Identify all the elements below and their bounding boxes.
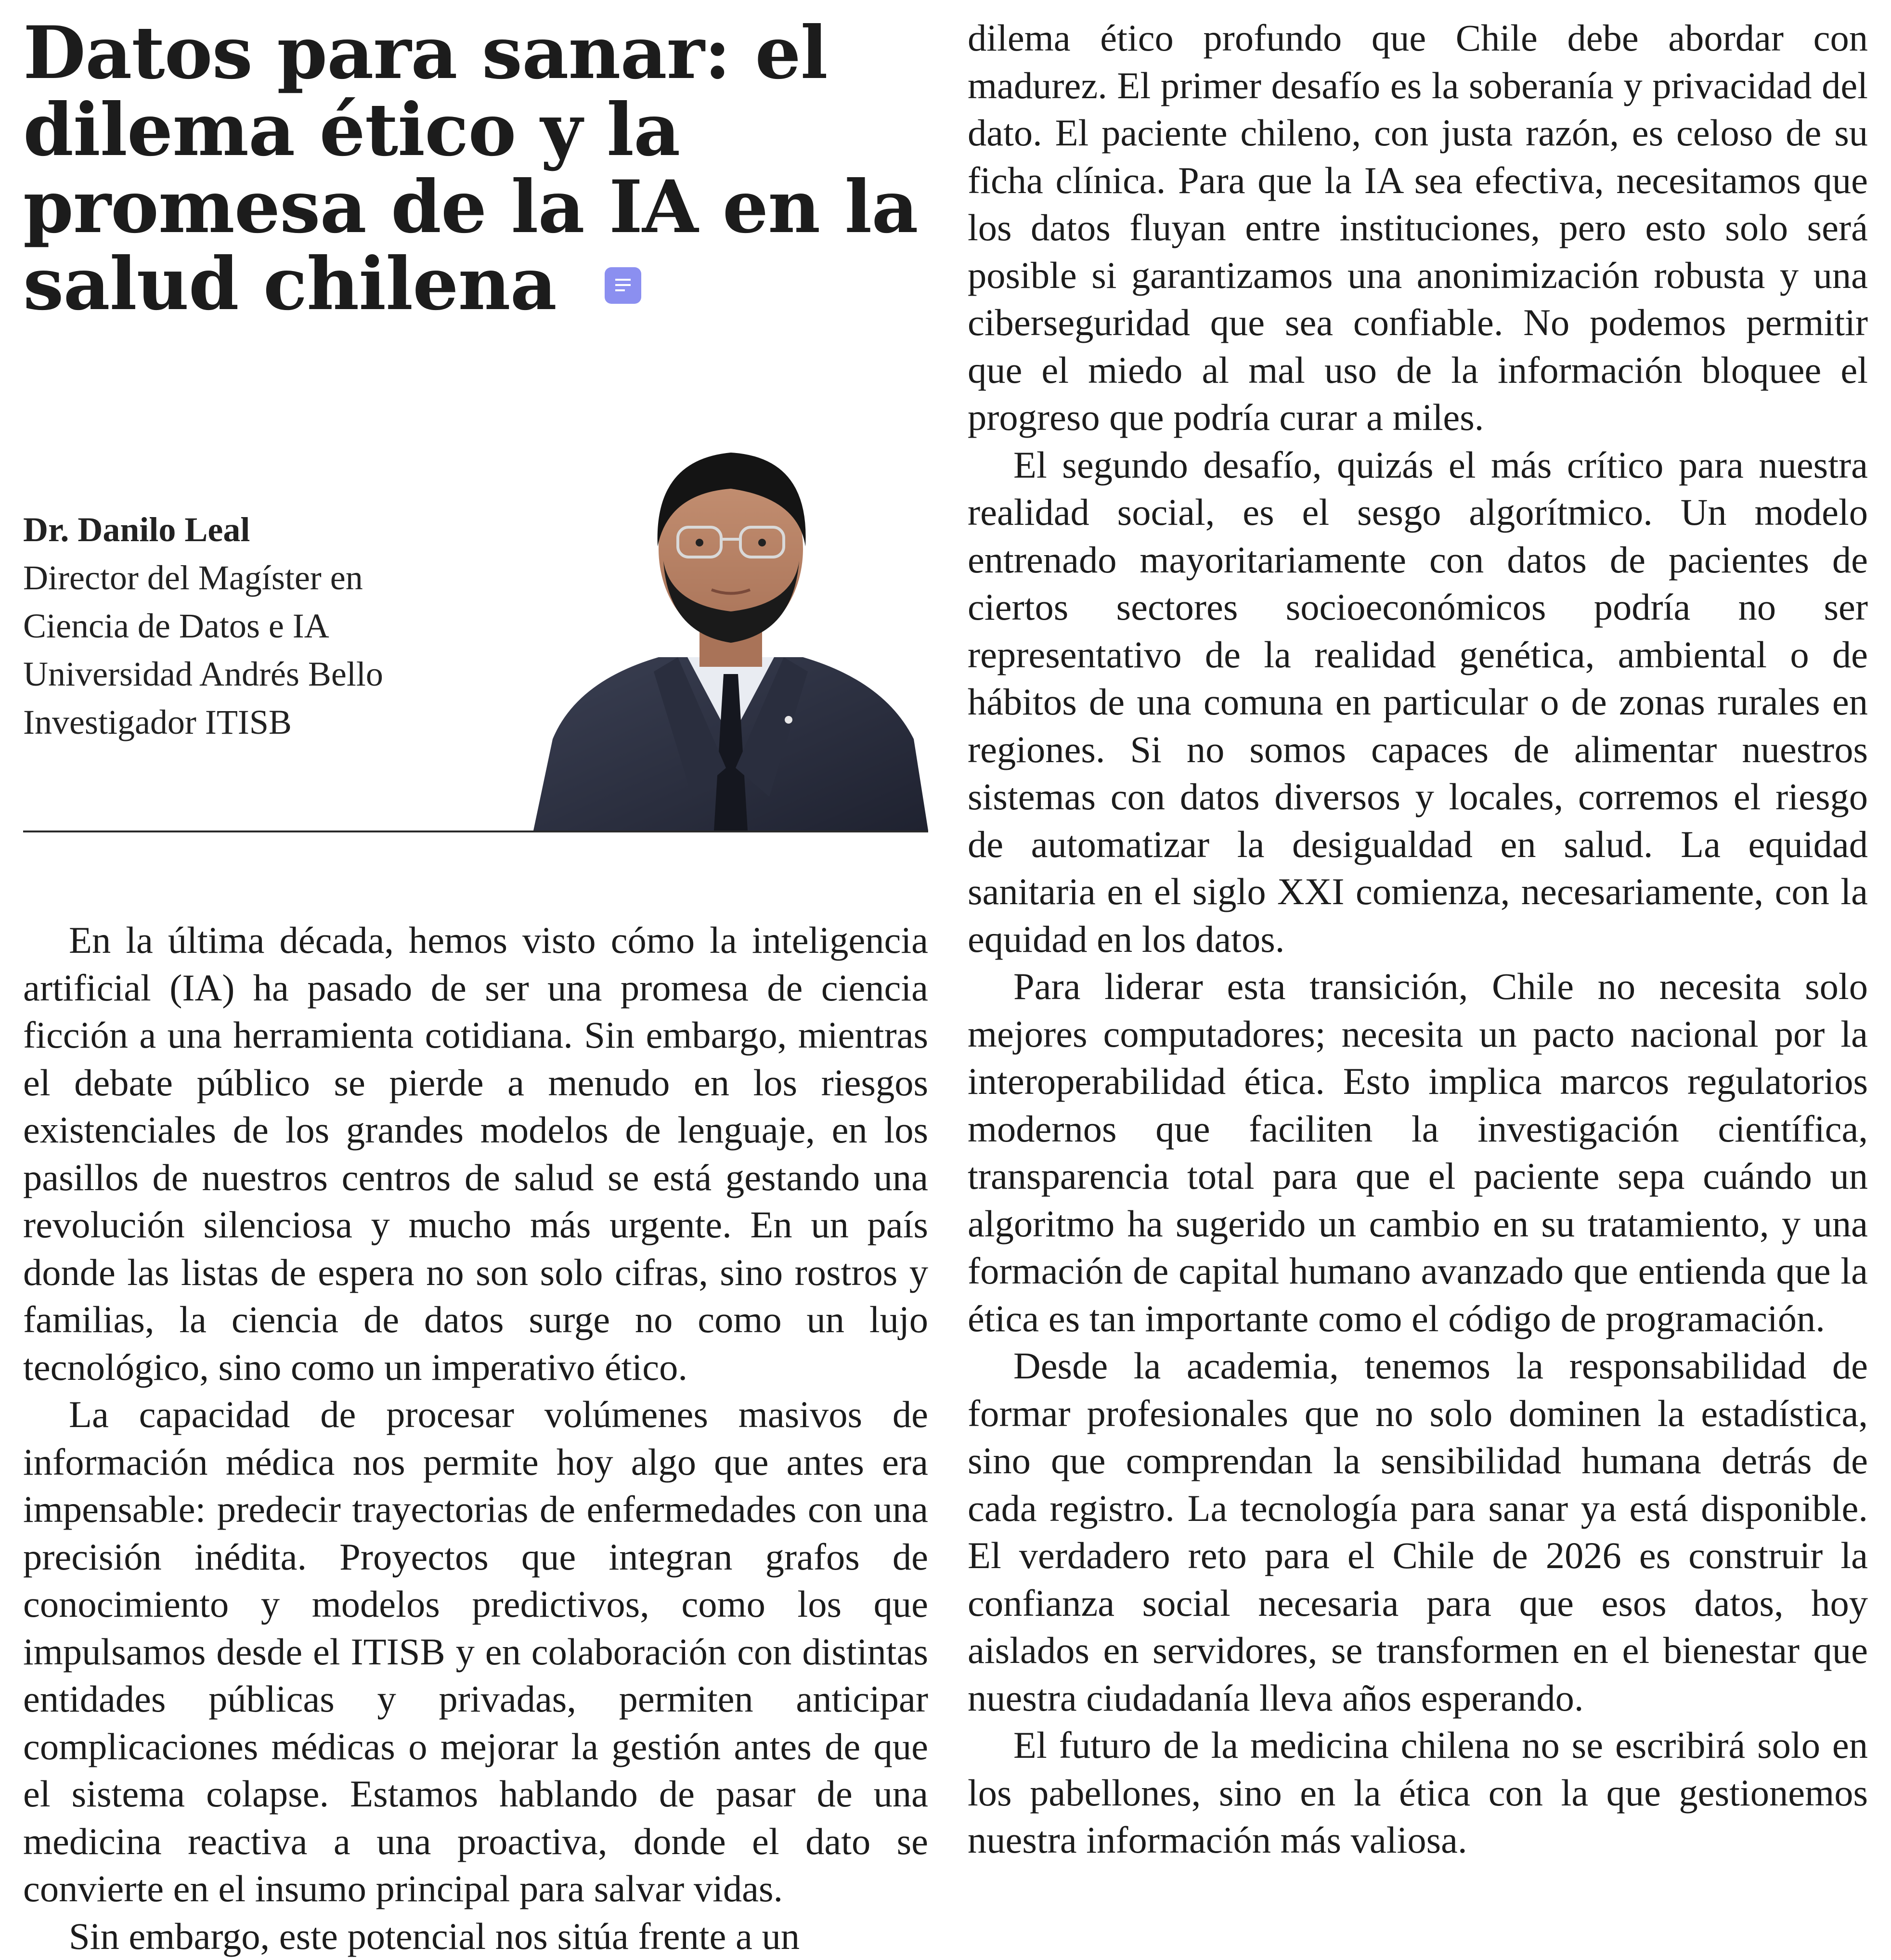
- paragraph-3-continued: dilema ético profundo que Chile debe abordar con madurez. El primer desafío es la soberanía y privacidad del dato. El paciente chileno, con justa razón, es celoso de su ficha clínica. Para que la IA sea efectiva, necesitamos que los datos fluyan entre instituciones, pero esto solo será posible si garantizamos una anonimización robusta y una ciberseguridad que sea confiable. No podemos permitir que el miedo al mal uso de la información bloquee el progreso que podría curar a miles.: [968, 14, 1868, 441]
- body-left: [23, 917, 928, 1960]
- paragraph-3: Sin embargo, este potencial nos sitúa frente a un: [23, 1913, 928, 1960]
- author-info: [23, 506, 383, 746]
- paragraph-6: Desde la academia, tenemos la responsabilidad de formar profesionales que no solo dominen la estadística, sino que comprendan la sensibilidad humana detrás de cada registro. La tecnología para sanar ya está disponible. El verdadero reto para el Chile de 2026 es construir la confianza social necesaria para que esos datos, hoy aislados en servidores, se transformen en el bienestar que nuestra ciudadanía lleva años esperando.: [968, 1342, 1868, 1722]
- author-name: Dr. Danilo Leal: [23, 506, 383, 554]
- author-title-4: Investigador ITISB: [23, 698, 383, 746]
- note-lines-icon: [615, 279, 631, 292]
- left-column: [23, 14, 928, 1960]
- note-icon[interactable]: [605, 267, 641, 304]
- paragraph-5: Para liderar esta transición, Chile no necesita solo mejores computadores; necesita un pacto nacional por la interoperabilidad ética. Esto implica marcos regulatorios modernos que faciliten la investigación científica, transparencia total para que el paciente sepa cuándo un algoritmo ha sugerido un cambio en su tratamiento, y una formación de capital humano avanzado que entienda que la ética es tan importante como el código de programación.: [968, 963, 1868, 1342]
- author-portrait: [533, 431, 928, 831]
- headline: [23, 14, 928, 323]
- author-title-2: Ciencia de Datos e IA: [23, 602, 383, 650]
- author-title-3: Universidad Andrés Bello: [23, 650, 383, 698]
- right-column: [968, 14, 1868, 1864]
- paragraph-2: La capacidad de procesar volúmenes masivos de información médica nos permite hoy algo que antes era impensable: predecir trayectorias de enfermedades con una precisión inédita. Proyectos que integran grafos de conocimiento y modelos predictivos, como los que impulsamos desde el ITISB y en colaboración con distintas entidades públicas y privadas, permiten anticipar complicaciones médicas o mejorar la gestión antes de que el sistema colapse. Estamos hablando de pasar de una medicina reactiva a una proactiva, donde el dato se convierte en el insumo principal para salvar vidas.: [23, 1391, 928, 1913]
- paragraph-7: El futuro de la medicina chilena no se escribirá solo en los pabellones, sino en la ética con la que gestionemos nuestra información más valiosa.: [968, 1722, 1868, 1864]
- paragraph-4: El segundo desafío, quizás el más crítico para nuestra realidad social, es el sesgo algorítmico. Un modelo entrenado mayoritariamente con datos de pacientes de ciertos sectores socioeconómicos podría no ser representativo de la realidad genética, ambiental o de hábitos de una comuna en particular o de zonas rurales en regiones. Si no somos capaces de alimentar nuestros sistemas con datos diversos y locales, corremos el riesgo de automatizar la desigualdad en salud. La equidad sanitaria en el siglo XXI comienza, necesariamente, con la equidad en los datos.: [968, 441, 1868, 963]
- headline-text: Datos para sanar: el dilema ético y la promesa de la IA en la salud chilena: [23, 11, 918, 326]
- paragraph-1: En la última década, hemos visto cómo la inteligencia artificial (IA) ha pasado de ser una promesa de ciencia ficción a una herramienta cotidiana. Sin embargo, mientras el debate público se pierde a menudo en los riesgos existenciales de los grandes modelos de lenguaje, en los pasillos de nuestros centros de salud se está gestando una revolución silenciosa y mucho más urgente. En un país donde las listas de espera no son solo cifras, sino rostros y familias, la ciencia de datos surge no como un lujo tecnológico, sino como un imperativo ético.: [23, 917, 928, 1391]
- author-title-1: Director del Magíster en: [23, 554, 383, 602]
- author-block: [23, 342, 928, 832]
